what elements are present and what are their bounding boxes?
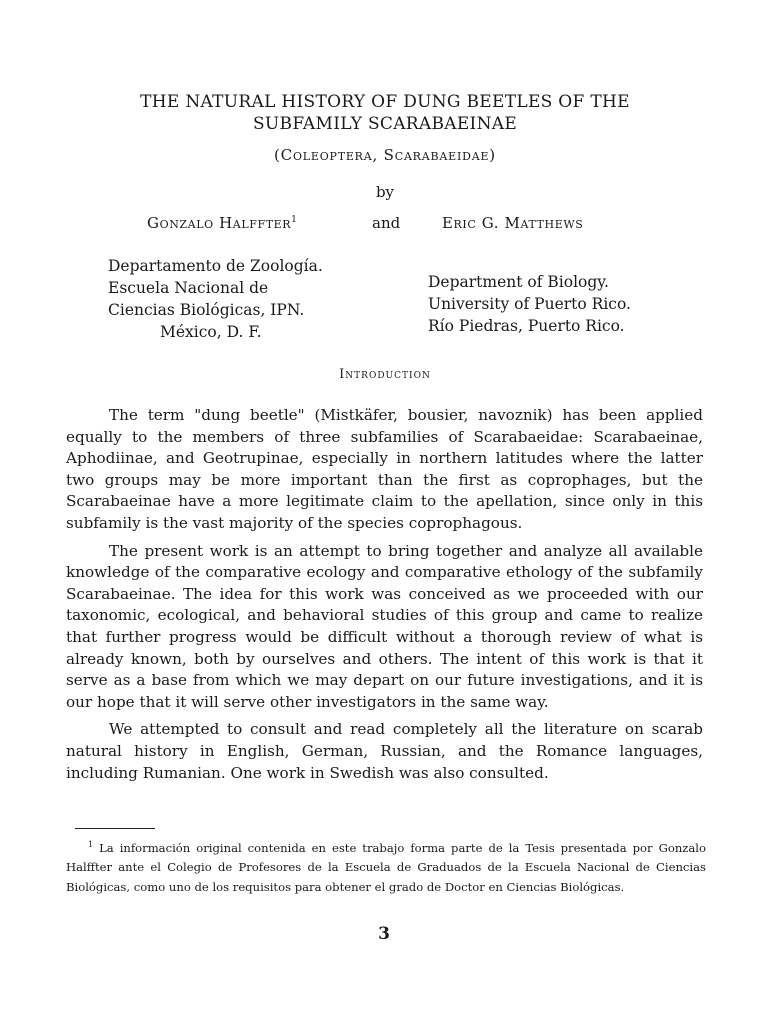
paragraph: We attempted to consult and read completely all the literature on scarab natural history in English, German, Russian, and the Romance languages, including Rumanian. One work in Swedish was also consulted. (66, 720, 703, 782)
paper-title (60, 91, 710, 135)
section-heading: Introduction (339, 367, 431, 382)
footnote-text: La información original contenida en este trabajo forma parte de la Tesis presentada por Gonzalo Halffter ante el Colegio de Profesores de la Escuela de Graduados de la Escuela Nacional de Ciencias Biológicas, como uno de los requisitos para obtener el grado de Doctor en Ciencias Biológicas. (66, 840, 706, 894)
page-number: 3 (378, 924, 390, 944)
affiliation-left-line: Ciencias Biológicas, IPN. (108, 301, 305, 319)
affiliation-left-line: México, D. F. (160, 323, 262, 341)
title-line-2: SUBFAMILY SCARABAEINAE (252, 114, 518, 134)
footnote (66, 835, 706, 897)
author-1 (147, 214, 297, 232)
author-conjunction: and (372, 214, 401, 232)
footnote-separator (75, 828, 155, 829)
affiliation-left (108, 255, 323, 343)
affiliation-left-line: Departamento de Zoología. (108, 257, 323, 275)
paper-subtitle: (Coleoptera, Scarabaeidae) (274, 146, 496, 164)
title-line-1: THE NATURAL HISTORY OF DUNG BEETLES OF THE (140, 92, 630, 112)
paragraph: The present work is an attempt to bring together and analyze all available knowledge of the comparative ecology and comparative ethology of the subfamily Scarabaeinae. The idea for this work was conceived as we proceeded with our taxonomic, ecological, and behavioral studies of this group and came to realize that further progress would be difficult without a thorough review of what is already known, both by ourselves and others. The intent of this work is that it serve as a base from which we may depart on our future investigations, and it is our hope that it will serve other investigators in the same way. (66, 541, 703, 711)
affiliation-right-line: Department of Biology. (428, 273, 609, 291)
author-1-footnote-mark: 1 (291, 215, 298, 225)
author-2 (442, 214, 583, 232)
affiliation-right (428, 271, 631, 337)
body-text (66, 405, 703, 790)
byline: by (375, 183, 395, 201)
affiliation-right-line: Río Piedras, Puerto Rico. (428, 317, 625, 335)
affiliation-right-line: University of Puerto Rico. (428, 295, 631, 313)
author-1-name: Gonzalo Halffter (147, 214, 292, 232)
paragraph: The term "dung beetle" (Mistkäfer, bousier, navoznik) has been applied equally to the members of three subfamilies of Scarabaeidae: Scarabaeinae, Aphodiinae, and Geotrupinae, especially in northern latitudes where the latter two groups may be more important than the first as coprophages, but the Scarabaeinae have a more legitimate claim to the apellation, since only in this subfamily is the vast majority of the species coprophagous. (66, 406, 703, 532)
author-2-name: Eric G. Matthews (442, 214, 584, 232)
affiliation-left-line: Escuela Nacional de (108, 279, 269, 297)
footnote-mark: 1 (88, 840, 94, 849)
